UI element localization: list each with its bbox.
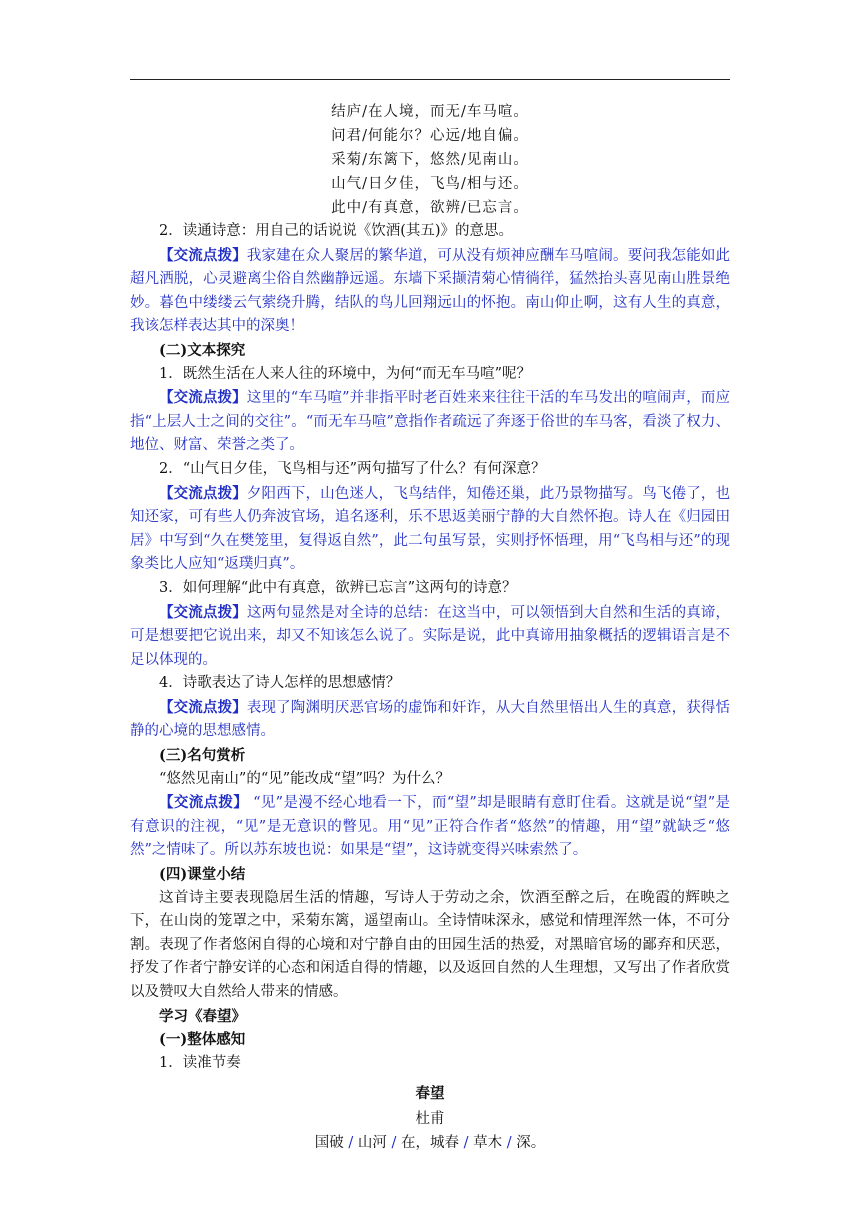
answer-tag: 【交流点拨】 <box>159 246 247 264</box>
answer <box>130 244 730 339</box>
answer <box>130 386 730 458</box>
question: “悠然见南山”的“见”能改成“望”吗？为什么？ <box>159 770 450 787</box>
answer-tag: 【交流点拨】 <box>159 698 247 716</box>
instruction: 1．读准节奏 <box>159 1054 241 1071</box>
question: 2．“山气日夕佳，飞鸟相与还”两句描写了什么？有何深意？ <box>159 460 546 477</box>
rhythm-segment: 深。 <box>516 1135 546 1152</box>
section-heading: (一)整体感知 <box>159 1031 246 1049</box>
section-heading: (二)文本探究 <box>159 341 246 359</box>
answer-tag: 【交流点拨】 <box>159 794 249 812</box>
answer <box>130 601 730 673</box>
poem-rhythm-block <box>130 100 730 220</box>
answer-text: 这里的“车马喧”并非指平时老百姓来来往往干活的车马发出的喧闹声，而应指“上层人士之间的交往”。“而无车马喧”意指作者疏远了奔逐于俗世的车马客，看淡了权力、地位、财富、荣誉之类了。 <box>130 390 730 454</box>
poem-line: 山气/日夕佳，飞鸟/相与还。 <box>331 176 529 192</box>
question: 1．既然生活在人来人往的环境中，为何“而无车马喧”呢？ <box>159 365 532 382</box>
answer-text: 夕阳西下，山色迷人，飞鸟结伴，知倦还巢，此乃景物描写。鸟飞倦了，也知还家，可有些人仍奔波官场，追名逐利，乐不思返美丽宁静的大自然怀抱。诗人在《归园田居》中写到“久在樊笼里，复得返自然”，此二句虽写景，实则抒怀悟理，用“飞鸟相与还”的现象类比人应知“返璞归真”。 <box>130 485 731 573</box>
answer-text: 表现了陶渊明厌恶官场的虚饰和奸诈，从大自然里悟出人生的真意，获得恬静的心境的思想感情。 <box>130 699 731 740</box>
poem-rhythm-line <box>130 1131 730 1155</box>
answer <box>130 482 730 577</box>
poem-line: 问君/何能尔？心远/地自偏。 <box>331 128 529 144</box>
rhythm-segment: 草木 <box>473 1135 503 1152</box>
answer-tag: 【交流点拨】 <box>159 389 247 407</box>
rhythm-divider: / <box>506 1135 512 1152</box>
answer <box>130 696 730 744</box>
rhythm-segment: 国破 <box>314 1135 344 1152</box>
rhythm-segment: 山河 <box>357 1135 387 1152</box>
section-heading: (三)名句赏析 <box>159 747 246 765</box>
header-rule <box>130 79 730 80</box>
summary-paragraph: 这首诗主要表现隐居生活的情趣，写诗人于劳动之余，饮酒至醉之后，在晚霞的辉映之下，在山岗的笼罩之中，采菊东篱，遥望南山。全诗情味深永，感觉和情理浑然一体，不可分割。表现了作者悠闲自得的心境和对宁静自由的田园生活的热爱，对黑暗官场的鄙弃和厌恶，抒发了作者宁静安详的心态和闲适自得的情趣，以及返回自然的人生理想，又写出了作者欣赏以及赞叹大自然给人带来的情感。 <box>130 889 730 1000</box>
answer-text: 我家建在众人聚居的繁华道，可从没有烦神应酬车马喧闹。要问我怎能如此超凡洒脱，心灵避离尘俗自然幽静远遥。东墙下采撷清菊心情徜徉，猛然抬头喜见南山胜景绝妙。暮色中缕缕云气萦绕升腾，结队的鸟儿回翔远山的怀抱。南山仰止啊，这有人生的真意，我该怎样表达其中的深奥！ <box>130 247 731 335</box>
rhythm-divider: / <box>391 1135 397 1152</box>
answer-tag: 【交流点拨】 <box>159 484 247 502</box>
poem-author: 杜甫 <box>415 1111 445 1128</box>
rhythm-divider: / <box>463 1135 469 1152</box>
content <box>130 100 730 1155</box>
rhythm-segment: 在，城春 <box>401 1135 459 1152</box>
question: 3．如何理解“此中有真意，欲辨已忘言”这两句的诗意？ <box>159 579 517 596</box>
answer-text: 这两句显然是对全诗的总结：在这当中，可以领悟到大自然和生活的真谛，可是想要把它说出来，却又不知该怎么说了。实际是说，此中真谛用抽象概括的逻辑语言是不足以体现的。 <box>130 604 731 668</box>
question: 2．读通诗意：用自己的话说说《饮酒(其五)》的意思。 <box>159 223 514 239</box>
poem-line: 结庐/在人境，而无/车马喧。 <box>331 104 529 120</box>
subsection-title: 学习《春望》 <box>159 1007 246 1025</box>
poem-title: 春望 <box>415 1085 445 1103</box>
poem-line: 采菊/东篱下，悠然/见南山。 <box>331 152 529 168</box>
section-heading: (四)课堂小结 <box>159 866 246 884</box>
rhythm-divider: / <box>348 1135 354 1152</box>
answer <box>130 791 730 863</box>
question: 4．诗歌表达了诗人怎样的思想感情？ <box>159 675 401 692</box>
answer-tag: 【交流点拨】 <box>159 603 247 621</box>
answer-text: “见”是漫不经心地看一下，而“望”却是眼睛有意盯住看。这就是说“望”是有意识的注视，“见”是无意识的瞥见。用“见”正符合作者“悠然”的情趣，用“望”就缺乏“悠然”之情味了。所以苏东坡也说：如果是“望”，这诗就变得兴味索然了。 <box>130 795 730 859</box>
poem-line: 此中/有真意，欲辨/已忘言。 <box>331 200 529 216</box>
